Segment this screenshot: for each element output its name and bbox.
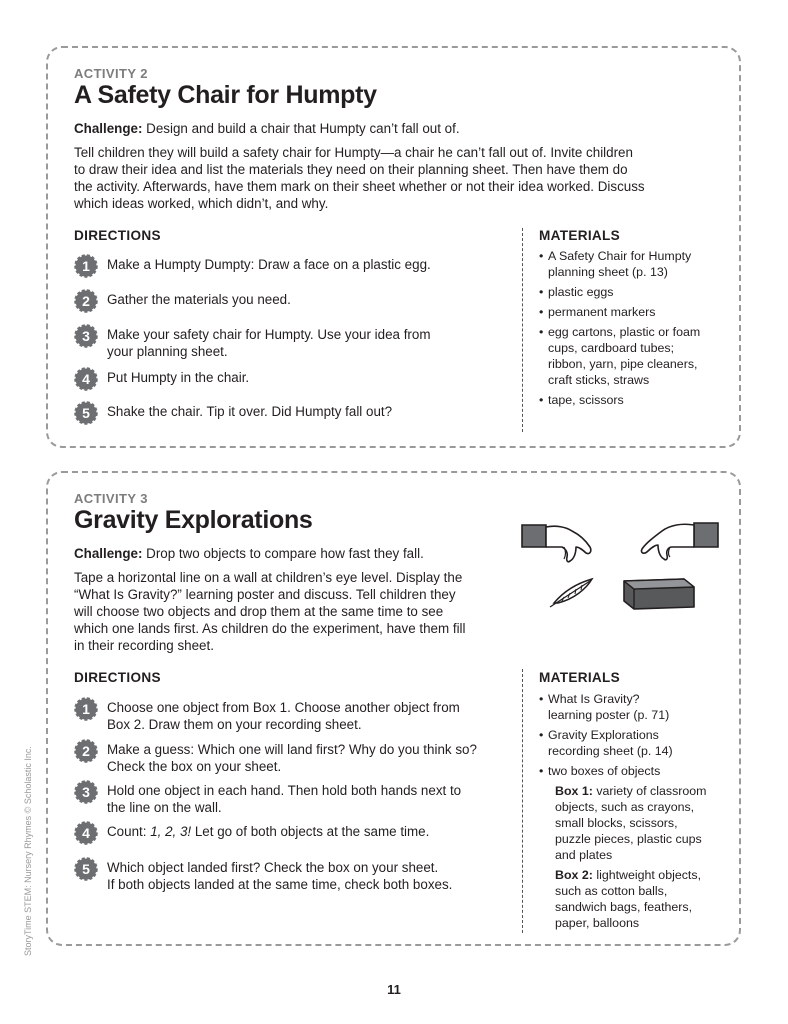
intro-line: Tell children they will build a safety chair for Humpty—a chair he can’t fall out of. Invite children (74, 145, 633, 160)
step-number-badge: 4 (74, 821, 98, 845)
intro-line: to draw their idea and list the materials they need on their planning sheet. Then have them do (74, 162, 628, 177)
materials-list (539, 691, 729, 935)
step-text: Put Humpty in the chair. (107, 370, 250, 385)
challenge-text: Design and build a chair that Humpty can’t fall out of. (142, 121, 460, 136)
step-text: Make a Humpty Dumpty: Draw a face on a plastic egg. (107, 257, 431, 272)
direction-step (74, 782, 514, 816)
materials-list (539, 248, 729, 412)
intro-paragraph (74, 144, 645, 212)
intro-paragraph (74, 569, 466, 654)
materials-item: • plastic eggs (539, 284, 729, 300)
column-divider (522, 228, 523, 432)
direction-step (74, 326, 494, 360)
direction-step (74, 699, 514, 733)
direction-step (74, 859, 514, 893)
activity-label: ACTIVITY 2 (74, 66, 148, 81)
directions-heading: DIRECTIONS (74, 228, 161, 243)
materials-item: • egg cartons, plastic or foam cups, cardboard tubes; ribbon, yarn, pipe cleaners, craft sticks, straws (539, 324, 729, 388)
step-number-badge: 4 (74, 367, 98, 391)
intro-line: which ideas worked, which didn’t, and why. (74, 196, 329, 211)
box-2-description: Box 2: lightweight objects, such as cotton balls, sandwich bags, feathers, paper, balloons (555, 868, 702, 930)
direction-step (74, 403, 494, 425)
step-number-badge: 1 (74, 697, 98, 721)
step-text: Hold one object in each hand. Then hold both hands next to the line on the wall. (107, 783, 462, 815)
activity-2-card (46, 46, 741, 448)
direction-step (74, 256, 494, 278)
materials-heading: MATERIALS (539, 228, 620, 243)
materials-heading: MATERIALS (539, 670, 620, 685)
step-number-badge: 2 (74, 289, 98, 313)
step-number-badge: 2 (74, 739, 98, 763)
step-number-badge: 5 (74, 857, 98, 881)
challenge (74, 545, 424, 562)
intro-line: which one lands first. As children do the experiment, have them fill (74, 621, 466, 636)
materials-item: • What Is Gravity? learning poster (p. 71) (539, 691, 729, 723)
intro-line: “What Is Gravity?” learning poster and discuss. Tell children they (74, 587, 456, 602)
intro-line: Tape a horizontal line on a wall at children’s eye level. Display the (74, 570, 463, 585)
step-text: Count: 1, 2, 3! Let go of both objects at the same time. (107, 824, 430, 839)
intro-line: the activity. Afterwards, have them mark on their sheet whether or not their idea worked. Discuss (74, 179, 645, 194)
activity-label: ACTIVITY 3 (74, 491, 148, 506)
step-number-badge: 5 (74, 401, 98, 425)
step-text: Choose one object from Box 1. Choose another object from Box 2. Draw them on your recording sheet. (107, 700, 460, 732)
hands-dropping-objects-illustration (520, 517, 720, 617)
direction-step (74, 741, 514, 775)
materials-item: • permanent markers (539, 304, 729, 320)
challenge-label: Challenge: (74, 546, 143, 561)
step-text: Make a guess: Which one will land first? Why do you think so? Check the box on your sheet. (107, 742, 477, 774)
intro-line: will choose two objects and drop them at the same time to see (74, 604, 444, 619)
activity-title: A Safety Chair for Humpty (74, 81, 377, 109)
copyright-credit: StoryTime STEM: Nursery Rhymes © Scholastic Inc. (23, 746, 33, 956)
step-text: Which object landed first? Check the box on your sheet. If both objects landed at the same time, check both boxes. (107, 860, 453, 892)
step-text: Make your safety chair for Humpty. Use your idea from your planning sheet. (107, 327, 431, 359)
direction-step (74, 823, 514, 845)
challenge (74, 120, 460, 137)
materials-item: • tape, scissors (539, 392, 729, 408)
page-number: 11 (387, 982, 401, 997)
direction-step (74, 369, 494, 391)
materials-item: • two boxes of objects (539, 763, 729, 779)
activity-3-card (46, 471, 741, 946)
box-1-description: Box 1: variety of classroom objects, such as crayons, small blocks, scissors, puzzle pieces, plastic cups and plates (555, 784, 707, 862)
step-number-badge: 3 (74, 780, 98, 804)
step-text: Gather the materials you need. (107, 292, 291, 307)
activity-title: Gravity Explorations (74, 506, 313, 534)
materials-item: • Gravity Explorations recording sheet (p. 14) (539, 727, 729, 759)
materials-item: • A Safety Chair for Humpty planning sheet (p. 13) (539, 248, 729, 280)
direction-step (74, 291, 494, 313)
step-text: Shake the chair. Tip it over. Did Humpty fall out? (107, 404, 393, 419)
intro-line: in their recording sheet. (74, 638, 214, 653)
column-divider (522, 669, 523, 933)
challenge-label: Challenge: (74, 121, 143, 136)
directions-heading: DIRECTIONS (74, 670, 161, 685)
challenge-text: Drop two objects to compare how fast they fall. (142, 546, 424, 561)
step-number-badge: 3 (74, 324, 98, 348)
step-number-badge: 1 (74, 254, 98, 278)
